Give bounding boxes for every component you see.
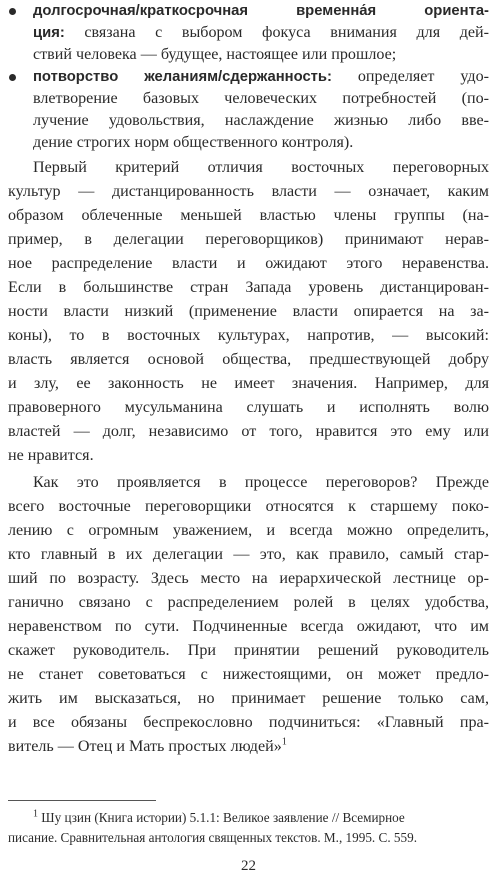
- footnote-marker: 1: [33, 808, 38, 820]
- paragraph-line: ганично связано с распределением ролей в целях удобства,: [8, 594, 489, 611]
- paragraph-line: и злу, ее законность не имеет значения. Например, для: [8, 375, 489, 392]
- bullet-text: влетворение базовых человеческих потребностей (по-: [33, 90, 489, 107]
- paragraph-line: не станет советоваться с нижестоящими, он может предло-: [8, 666, 489, 683]
- paragraph-line: Если в большинстве стран Запада уровень дистанцирован-: [8, 279, 489, 296]
- paragraph-line: всего восточные переговорщики относятся к старшему поко-: [8, 498, 489, 515]
- bullet-line: [33, 66, 489, 88]
- paragraph-line: ности власти низкий (применение власти опирается на за-: [8, 303, 489, 320]
- paragraph-line: неравенством по сути. Подчиненные всегда ожидают, что им: [8, 618, 489, 635]
- paragraph-line: не нравится.: [8, 447, 94, 464]
- bullet-line: [33, 110, 489, 132]
- footnote-line: писание. Сравнительная антология священных текстов. М., 1995. С. 559.: [8, 830, 417, 845]
- bullet-line: [33, 0, 489, 22]
- paragraph-line: жить им высказаться, но принимает решение только сам,: [8, 690, 489, 707]
- footnote-text: Шу цзин (Книга истории) 5.1.1: Великое заявление // Всемирное: [41, 810, 405, 825]
- bullet-text: определяет удо-: [331, 68, 489, 85]
- bullet-line: [33, 44, 489, 66]
- paragraph-line: ное распределение власти и ожидают этого неравенства.: [8, 255, 489, 272]
- paragraph-line: властей — долг, независимо от того, нравится это ему или: [8, 423, 489, 440]
- bullet-text: ствий человека — будущее, настоящее или прошлое;: [33, 46, 397, 63]
- paragraph-line: скажет руководитель. При принятии решений руководитель: [8, 642, 489, 659]
- bullet-text: лучение удовольствия, наслаждение жизнью либо вве-: [33, 112, 489, 129]
- bullet-text: связана с выбором фокуса внимания для дей-: [64, 24, 489, 41]
- page-number: 22: [241, 858, 256, 874]
- footnote-divider: [8, 800, 156, 801]
- paragraph-line: и все обязаны беспрекословно подчиниться: «Главный пра-: [8, 714, 489, 731]
- paragraph-line: культур — дистанцированность власти — означает, каким: [8, 183, 489, 200]
- paragraph-line: коны), то в восточных культурах, напротив, — высокий:: [8, 327, 489, 344]
- paragraph-line: Первый критерий отличия восточных переговорных: [33, 159, 489, 176]
- bullet-term-cont: ция:: [33, 25, 65, 41]
- paragraph-line: кто главный в их делегации — это, как правило, самый стар-: [8, 546, 489, 563]
- bullet-line: [33, 132, 489, 154]
- bullet-dot: [9, 74, 16, 81]
- paragraph-line: образом облеченные меньшей властью члены группы (на-: [8, 207, 489, 224]
- paragraph-line: лению с огромным уважением, и всегда можно определить,: [8, 522, 489, 539]
- paragraph-line: ший по возрасту. Здесь место на иерархической лестнице ор-: [8, 570, 489, 587]
- bullet-line: [33, 22, 489, 44]
- footnote-reference[interactable]: 1: [281, 736, 287, 748]
- paragraph-line: власть является основой общества, предшествующей добру: [8, 351, 489, 368]
- paragraph-line: пример, в делегации переговорщиков) принимают нерав-: [8, 231, 489, 248]
- paragraph-line: Как это проявляется в процессе переговоров? Прежде: [33, 474, 489, 491]
- paragraph-line: правоверного мусульманина слушать и исполнять волю: [8, 399, 489, 416]
- bullet-term: долгосрочная/краткосрочная временна́я ориента-: [33, 3, 489, 19]
- footnote-line: [33, 808, 405, 828]
- bullet-text: дение строгих норм общественного контроля).: [33, 134, 354, 151]
- bullet-term: потворство желаниям/сдержанность:: [33, 69, 332, 85]
- bullet-line: [33, 88, 489, 110]
- paragraph-last-text: витель — Отец и Мать простых людей»: [8, 738, 282, 755]
- bullet-dot: [9, 8, 16, 15]
- paragraph-line: [8, 736, 489, 758]
